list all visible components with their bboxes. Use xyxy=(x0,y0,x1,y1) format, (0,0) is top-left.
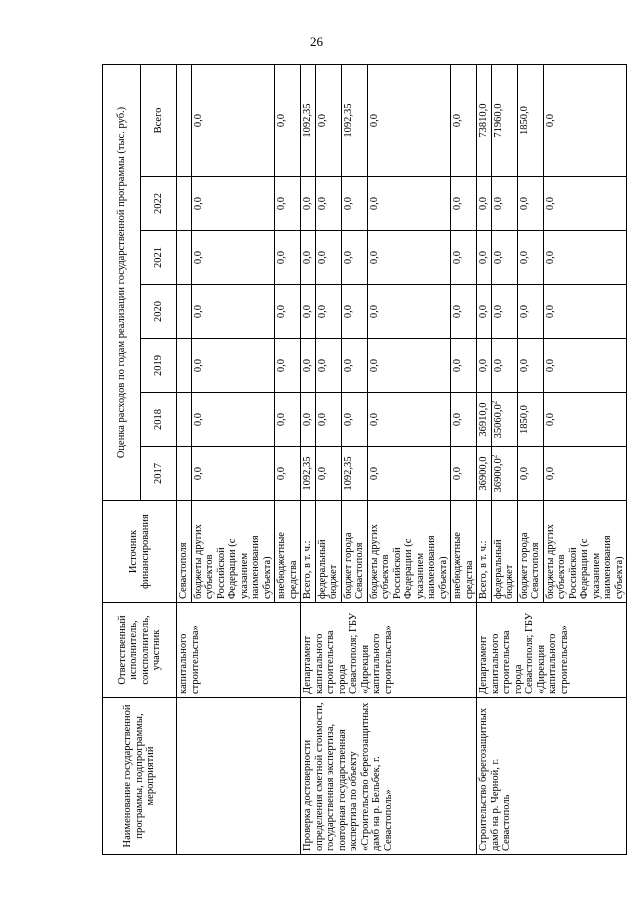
rotated-table-container xyxy=(102,65,625,855)
value-cell: 0,0 xyxy=(367,339,451,393)
source-cell: федеральный бюджет xyxy=(315,501,341,603)
value-cell: 0,0 xyxy=(191,339,275,393)
value-cell: 0,0 xyxy=(543,285,627,339)
footnote-mark: 2 xyxy=(490,400,498,405)
value-cell: 0,0 xyxy=(191,177,275,231)
table-row xyxy=(477,64,492,854)
value-cell: 0,0 xyxy=(301,339,316,393)
value-cell: 1092,35 xyxy=(301,64,316,176)
value-cell: 0,0 xyxy=(275,285,301,339)
value-cell: 0,0 xyxy=(275,64,301,176)
header-year: 2022 xyxy=(141,177,177,231)
footnote-mark: 2 xyxy=(490,454,498,459)
value-cell: 0,0 xyxy=(543,393,627,447)
header-executor: Ответственный исполнитель, соисполнитель, участник xyxy=(103,603,177,698)
value-cell: 0,0 xyxy=(315,64,341,176)
value-cell xyxy=(177,64,192,176)
value-cell: 1092,35 xyxy=(341,447,367,501)
value-cell: 0,0 xyxy=(491,339,517,393)
value-cell xyxy=(177,447,192,501)
value-cell: 0,0 xyxy=(191,285,275,339)
header-total: Всего xyxy=(141,64,177,176)
value-cell: 0,0 xyxy=(301,393,316,447)
value-cell: 0,0 xyxy=(341,231,367,285)
block3-name: Строительство берегозащитных дамб на р. Черной, г. Севастополь xyxy=(477,698,627,855)
value-cell: 0,0 xyxy=(451,64,477,176)
value-cell: 0,0 xyxy=(341,177,367,231)
block1-executor: капитального строительства» xyxy=(177,603,301,698)
value-cell: 0,0 xyxy=(517,231,543,285)
value-cell: 0,0 xyxy=(367,285,451,339)
value-cell: 0,0 xyxy=(191,64,275,176)
value-cell: 73810,0 xyxy=(477,64,492,176)
block1-name xyxy=(177,698,301,855)
value-cell: 0,0 xyxy=(275,177,301,231)
value-cell: 1092,35 xyxy=(341,64,367,176)
value-cell: 0,0 xyxy=(367,64,451,176)
value-cell: 36910,0 xyxy=(477,393,492,447)
table-row xyxy=(301,64,316,854)
value-cell: 0,0 xyxy=(301,177,316,231)
value-cell: 0,0 xyxy=(451,393,477,447)
value-text: 35060,0 xyxy=(492,404,504,439)
header-year: 2020 xyxy=(141,285,177,339)
value-cell: 0,0 xyxy=(491,177,517,231)
source-cell: бюджеты других субъектов Российской Федерации (с указанием наименования субъекта) xyxy=(543,501,627,603)
value-cell: 0,0 xyxy=(517,177,543,231)
value-cell: 1092,35 xyxy=(301,447,316,501)
header-source: Источник финансирования xyxy=(103,501,177,603)
source-cell: Всего, в т. ч.: xyxy=(301,501,316,603)
value-cell xyxy=(491,447,517,501)
value-cell: 0,0 xyxy=(275,339,301,393)
value-cell xyxy=(177,339,192,393)
value-cell: 0,0 xyxy=(491,285,517,339)
value-cell: 0,0 xyxy=(543,64,627,176)
value-cell: 0,0 xyxy=(367,177,451,231)
value-cell: 0,0 xyxy=(301,231,316,285)
value-cell: 0,0 xyxy=(543,177,627,231)
value-cell: 0,0 xyxy=(191,393,275,447)
source-cell: бюджеты других субъектов Российской Федерации (с указанием наименования субъекта) xyxy=(367,501,451,603)
value-cell: 1850,0 xyxy=(517,393,543,447)
value-cell: 0,0 xyxy=(451,177,477,231)
value-cell: 0,0 xyxy=(543,231,627,285)
value-cell: 0,0 xyxy=(341,393,367,447)
value-cell: 0,0 xyxy=(367,393,451,447)
source-cell: федеральный бюджет xyxy=(491,501,517,603)
source-cell: бюджет города Севастополя xyxy=(517,501,543,603)
value-cell: 0,0 xyxy=(191,231,275,285)
page-number: 26 xyxy=(310,34,323,49)
source-cell: внебюджетные средства xyxy=(451,501,477,603)
value-cell: 0,0 xyxy=(341,285,367,339)
value-cell xyxy=(177,393,192,447)
value-cell xyxy=(491,393,517,447)
value-cell: 0,0 xyxy=(543,447,627,501)
value-cell: 0,0 xyxy=(517,285,543,339)
value-cell: 0,0 xyxy=(315,339,341,393)
value-cell xyxy=(177,177,192,231)
value-cell: 0,0 xyxy=(275,393,301,447)
header-name: Наименование государственной программы, подпрограммы, мероприятий xyxy=(103,698,177,855)
value-cell: 0,0 xyxy=(491,231,517,285)
source-cell: бюджеты других субъектов Российской Федерации (с указанием наименования субъекта) xyxy=(191,501,275,603)
value-cell: 0,0 xyxy=(477,339,492,393)
header-estimate: Оценка расходов по годам реализации государственной программы (тыс. руб.) xyxy=(103,64,141,500)
value-cell: 0,0 xyxy=(451,339,477,393)
block2-name: Проверка достоверности определения сметной стоимости, государственная экспертиза, повторная государственная экспертиза по объекту «Строительство берегозащитных дамб на р. Бельбек, г. Севастополь» xyxy=(301,698,477,855)
value-cell xyxy=(177,285,192,339)
value-cell: 0,0 xyxy=(451,231,477,285)
value-cell: 0,0 xyxy=(315,393,341,447)
header-year: 2017 xyxy=(141,447,177,501)
value-cell: 1850,0 xyxy=(517,64,543,176)
value-cell: 0,0 xyxy=(517,339,543,393)
value-cell: 0,0 xyxy=(477,285,492,339)
value-cell: 0,0 xyxy=(301,285,316,339)
value-cell: 71960,0 xyxy=(491,64,517,176)
value-cell: 0,0 xyxy=(315,231,341,285)
source-cell: внебюджетные средства xyxy=(275,501,301,603)
value-cell xyxy=(177,231,192,285)
value-cell: 0,0 xyxy=(191,447,275,501)
value-cell: 36900,0 xyxy=(477,447,492,501)
source-cell: бюджет города Севастополя xyxy=(341,501,367,603)
block3-executor: Департамент капитального строительства города Севастополя; ГБУ «Дирекция капитального строительства» xyxy=(477,603,627,698)
header-year: 2019 xyxy=(141,339,177,393)
source-cell: Севастополя xyxy=(177,501,192,603)
value-cell: 0,0 xyxy=(477,177,492,231)
program-expenses-table xyxy=(102,64,627,855)
value-text: 36900,0 xyxy=(492,458,504,493)
value-cell: 0,0 xyxy=(275,231,301,285)
value-cell: 0,0 xyxy=(451,285,477,339)
value-cell: 0,0 xyxy=(517,447,543,501)
table-row xyxy=(177,64,192,854)
value-cell: 0,0 xyxy=(477,231,492,285)
value-cell: 0,0 xyxy=(315,285,341,339)
value-cell: 0,0 xyxy=(315,177,341,231)
value-cell: 0,0 xyxy=(451,447,477,501)
header-year: 2021 xyxy=(141,231,177,285)
value-cell: 0,0 xyxy=(275,447,301,501)
value-cell: 0,0 xyxy=(543,339,627,393)
source-cell: Всего, в т. ч.: xyxy=(477,501,492,603)
value-cell: 0,0 xyxy=(341,339,367,393)
value-cell: 0,0 xyxy=(367,447,451,501)
block2-executor: Департамент капитального строительства города Севастополя; ГБУ «Дирекция капитального строительства» xyxy=(301,603,477,698)
value-cell: 0,0 xyxy=(367,231,451,285)
header-year: 2018 xyxy=(141,393,177,447)
value-cell: 0,0 xyxy=(315,447,341,501)
